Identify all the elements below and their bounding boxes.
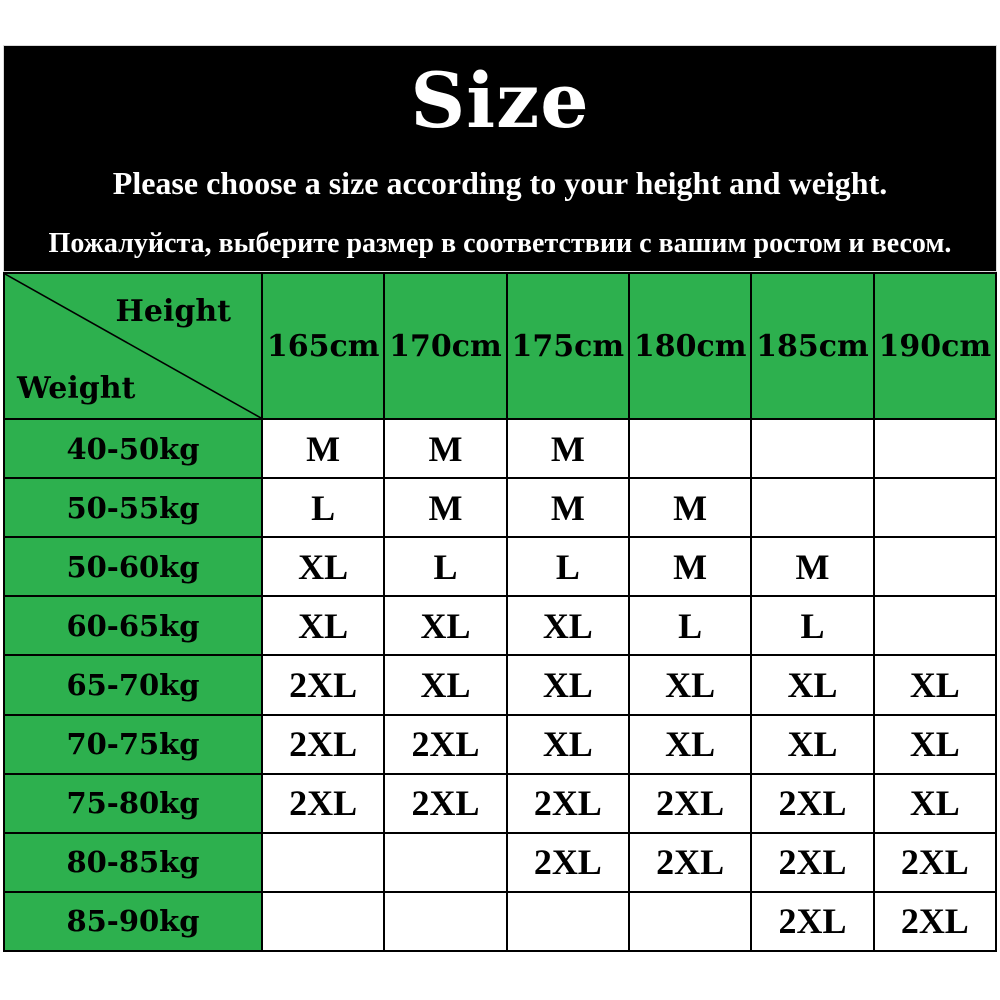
size-cell: L xyxy=(263,479,383,536)
row-header-70-75kg: 70-75kg xyxy=(5,716,261,773)
size-cell: XL xyxy=(508,656,628,713)
row-header-50-55kg: 50-55kg xyxy=(5,479,261,536)
size-cell xyxy=(630,420,750,477)
size-cell: XL xyxy=(508,597,628,654)
size-cell: XL xyxy=(385,656,505,713)
size-cell: M xyxy=(385,479,505,536)
column-header-175cm: 175cm xyxy=(508,274,628,418)
column-header-180cm: 180cm xyxy=(630,274,750,418)
size-cell: 2XL xyxy=(752,893,872,950)
size-cell: M xyxy=(508,479,628,536)
size-cell: 2XL xyxy=(875,893,995,950)
size-cell: XL xyxy=(263,597,383,654)
size-cell: L xyxy=(385,538,505,595)
size-cell: XL xyxy=(385,597,505,654)
row-header-50-60kg: 50-60kg xyxy=(5,538,261,595)
size-cell: 2XL xyxy=(752,775,872,832)
page-title: Size xyxy=(410,56,590,145)
size-cell: 2XL xyxy=(263,716,383,773)
banner xyxy=(3,45,997,272)
size-cell: M xyxy=(630,479,750,536)
instruction-russian: Пожалуйста, выберите размер в соответствии с вашим ростом и весом. xyxy=(48,227,952,259)
size-cell: M xyxy=(385,420,505,477)
size-cell: XL xyxy=(263,538,383,595)
size-cell: M xyxy=(263,420,383,477)
size-cell xyxy=(875,538,995,595)
row-header-40-50kg: 40-50kg xyxy=(5,420,261,477)
size-cell xyxy=(385,834,505,891)
size-cell: L xyxy=(630,597,750,654)
size-cell: L xyxy=(752,597,872,654)
size-cell: 2XL xyxy=(752,834,872,891)
size-cell: XL xyxy=(875,775,995,832)
size-cell xyxy=(875,420,995,477)
size-cell: 2XL xyxy=(630,775,750,832)
size-cell: 2XL xyxy=(263,656,383,713)
height-axis-label: Height xyxy=(115,294,231,329)
size-cell xyxy=(875,479,995,536)
row-header-85-90kg: 85-90kg xyxy=(5,893,261,950)
size-cell: 2XL xyxy=(508,775,628,832)
row-header-60-65kg: 60-65kg xyxy=(5,597,261,654)
column-header-165cm: 165cm xyxy=(263,274,383,418)
size-cell: 2XL xyxy=(508,834,628,891)
size-cell: XL xyxy=(752,656,872,713)
size-cell xyxy=(630,893,750,950)
size-cell: XL xyxy=(875,716,995,773)
size-cell: XL xyxy=(752,716,872,773)
size-cell xyxy=(875,597,995,654)
size-cell: 2XL xyxy=(875,834,995,891)
size-cell: XL xyxy=(875,656,995,713)
size-cell xyxy=(263,893,383,950)
instruction-english: Please choose a size according to your height and weight. xyxy=(112,165,888,201)
size-cell: XL xyxy=(508,716,628,773)
row-header-65-70kg: 65-70kg xyxy=(5,656,261,713)
row-header-80-85kg: 80-85kg xyxy=(5,834,261,891)
size-cell xyxy=(508,893,628,950)
size-cell xyxy=(263,834,383,891)
size-cell: XL xyxy=(630,656,750,713)
size-table xyxy=(3,272,997,952)
size-cell: 2XL xyxy=(630,834,750,891)
column-header-170cm: 170cm xyxy=(385,274,505,418)
row-header-75-80kg: 75-80kg xyxy=(5,775,261,832)
size-cell: L xyxy=(508,538,628,595)
size-cell: M xyxy=(630,538,750,595)
column-header-185cm: 185cm xyxy=(752,274,872,418)
corner-header-cell xyxy=(5,274,261,418)
size-cell: 2XL xyxy=(385,716,505,773)
size-cell: 2XL xyxy=(385,775,505,832)
size-cell: M xyxy=(508,420,628,477)
size-cell: M xyxy=(752,538,872,595)
size-cell: 2XL xyxy=(263,775,383,832)
size-cell xyxy=(752,420,872,477)
size-cell xyxy=(385,893,505,950)
size-cell xyxy=(752,479,872,536)
column-header-190cm: 190cm xyxy=(875,274,995,418)
size-cell: XL xyxy=(630,716,750,773)
weight-axis-label: Weight xyxy=(17,371,136,406)
